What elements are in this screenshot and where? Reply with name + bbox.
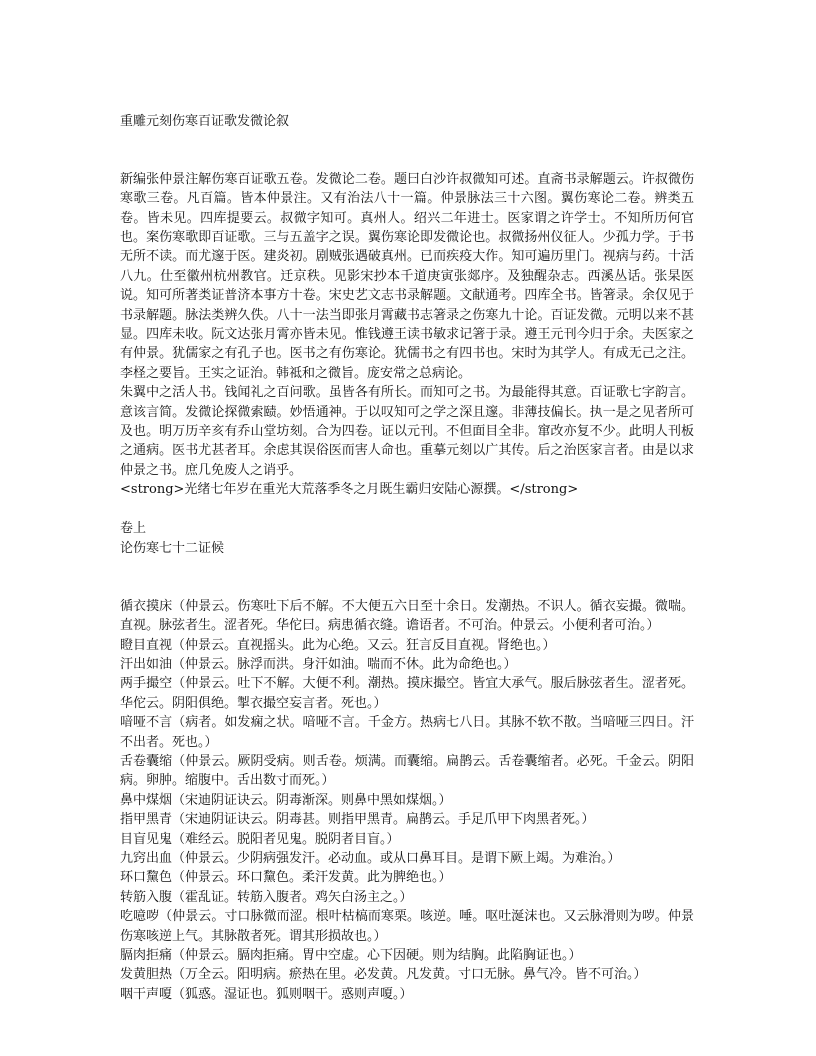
spacer: [120, 150, 694, 169]
page-title: 重雕元刻伤寒百证歌发微论叙: [120, 114, 290, 129]
list-item: 吃噫哕（仲景云。寸口脉微而涩。根叶枯槁而寒栗。咳逆。唾。呕吐涎沫也。又云脉滑则为哕。仲景伤寒咳逆上气。其脉散者死。谓其形损故也。）: [120, 909, 694, 944]
list-item: 转筋入腹（霍乱证。转筋入腹者。鸡矢白汤主之。）: [120, 889, 413, 905]
list-item: 舌卷囊缩（仲景云。厥阴受病。则舌卷。烦满。而囊缩。扁鹊云。舌卷囊缩者。必死。千金云。阴阳病。卵肿。缩腹中。舌出数寸而死。）: [120, 753, 694, 789]
signature-line: <strong>光绪七年岁在重光大荒落季冬之月既生霸归安陆心源撰。</strong>: [120, 482, 579, 498]
document-page: [120, 112, 694, 1004]
list-item: 发黄胆热（万全云。阳明病。瘀热在里。必发黄。凡发黄。寸口无脉。鼻气冷。皆不可治。）: [120, 967, 647, 983]
list-item: 瞪目直视（仲景云。直视摇头。此为心绝。又云。狂言反目直视。肾绝也。）: [120, 637, 556, 653]
list-item: 鼻中煤烟（宋迪阴证诀云。阴毒渐深。则鼻中黑如煤烟。）: [120, 792, 452, 808]
preface-paragraph: 新编张仲景注解伤寒百证歌五卷。发微论二卷。题曰白沙许叔微知可述。直斋书录解题云。许叔微伤寒歌三卷。凡百篇。皆本仲景注。又有治法八十一篇。仲景脉法三十六图。翼伤寒论二卷。辨类五卷。皆未见。四库提要云。叔微字知可。真州人。绍兴二年进士。医家谓之许学士。不知所历何官也。案伤寒歌即百证歌。三与五盖字之误。翼伤寒论即发微论也。叔微扬州仪征人。少孤力学。于书无所不读。而尤邃于医。建炎初。剧贼张遇破真州。已而疾疫大作。知可遍历里门。视病与药。十活八九。仕至徽州杭州教官。迁京秩。见影宋抄本千道庚寅张郯序。及独醒杂志。西溪丛话。张杲医说。知可所著类证普济本事方十卷。宋史艺文志书录解题。文献通考。四库全书。皆箸录。余仅见于书录解题。脉法类辨久佚。八十一法当即张月霄藏书志箸录之伤寒九十论。百证发微。元明以来不甚显。四库未收。阮文达张月霄亦皆未见。惟钱遵王读书敏求记箸于录。遵王元刊今归于余。夫医家之有仲景。犹儒家之有孔子也。医书之有伤寒论。犹儒书之有四书也。宋时为其学人。有成无己之注。李柽之要旨。王实之证治。韩祗和之微旨。庞安常之总病论。: [120, 171, 694, 381]
list-item: 指甲黑青（宋迪阴证诀云。阴毒甚。则指甲黑青。扁鹊云。手足爪甲下肉黑者死。）: [120, 812, 595, 828]
section-heading: 论伤寒七十二证候: [120, 540, 225, 556]
spacer: [120, 500, 694, 519]
spacer: [120, 558, 694, 597]
list-item: 循衣摸床（仲景云。伤寒吐下后不解。不大便五六日至十余日。发潮热。不识人。循衣妄撮。微喘。直视。脉弦者生。涩者死。华佗曰。病患循衣缝。谵语者。不可治。仲景云。小便利者可治。）: [120, 598, 694, 634]
list-item: 喑哑不言（病者。如发痫之状。喑哑不言。千金方。热病七八日。其脉不软不散。当喑哑三四日。汗不出者。死也。）: [120, 715, 694, 750]
list-item: 两手撮空（仲景云。吐下不解。大便不利。潮热。摸床撮空。皆宜大承气。服后脉弦者生。涩者死。华佗云。阴阳俱绝。掣衣撮空妄言者。死也。）: [120, 676, 694, 711]
preface-paragraph: 朱翼中之活人书。钱闻礼之百问歌。虽皆各有所长。而知可之书。为最能得其意。百证歌七字韵言。意该言简。发微论探微索赜。妙悟通神。于以叹知可之学之深且邃。非薄技偏长。执一是之见者所可及也。明万历辛亥有乔山堂坊刻。合为四卷。证以元刊。不但面目全非。窜改亦复不少。此明人刊板之通病。医书尤甚者耳。余虑其误俗医而害人命也。重摹元刻以广其传。后之治医家言者。由是以求仲景之书。庶几免废人之诮乎。: [120, 385, 694, 478]
list-item: 膈肉拒痛（仲景云。膈肉拒痛。胃中空虚。心下因硬。则为结胸。此陷胸证也。）: [120, 948, 582, 964]
list-item: 九窍出血（仲景云。少阴病强发汗。必动血。或从口鼻耳目。是谓下厥上竭。为难治。）: [120, 850, 621, 866]
list-item: 目盲见鬼（难经云。脱阳者见鬼。脱阴者目盲。）: [120, 831, 400, 847]
list-item: 环口黧色（仲景云。环口黧色。柔汗发黄。此为脾绝也。）: [120, 870, 452, 886]
list-item: 汗出如油（仲景云。脉浮而洪。身汗如油。喘而不休。此为命绝也。）: [120, 656, 517, 672]
list-item: 咽干声嗄（狐惑。湿证也。狐则咽干。惑则声嗄。）: [120, 986, 413, 1002]
volume-heading: 卷上: [120, 521, 147, 537]
